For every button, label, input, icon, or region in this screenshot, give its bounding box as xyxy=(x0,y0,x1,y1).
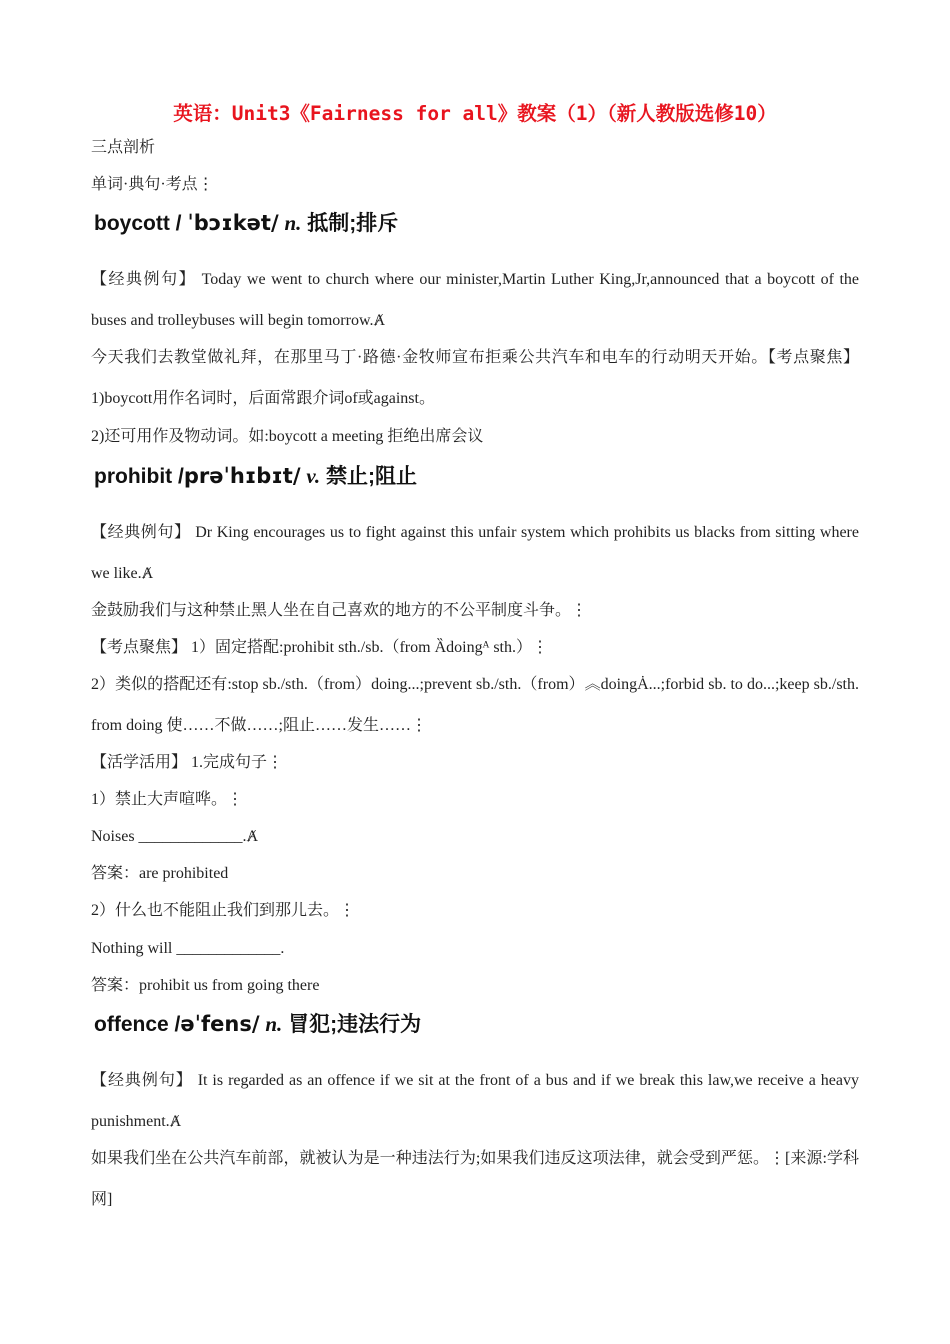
question-1-blank: Noises _____________.Ⱥ xyxy=(91,828,259,845)
vocab-separator: / xyxy=(169,212,188,235)
vocab-word: offence xyxy=(94,1013,169,1036)
vocab-part-of-speech: n. xyxy=(284,211,302,235)
subsection-heading: 单词·典句·考点⋮ xyxy=(91,176,214,193)
section-heading: 三点剖析 xyxy=(91,139,156,156)
vocab-word: prohibit xyxy=(94,465,173,488)
vocab-heading-offence xyxy=(94,1011,421,1038)
example-label: 【经典例句】 xyxy=(91,524,191,541)
question-1: 1）禁止大声喧哗。⋮ xyxy=(91,791,244,808)
vocab-meaning: 抵制;排斥 xyxy=(307,212,399,235)
vocab-part-of-speech: v. xyxy=(306,464,321,488)
practice-title: 1.完成句子⋮ xyxy=(187,754,284,771)
practice-heading xyxy=(91,753,859,773)
example-text: Today we went to church where our minister,Martin Luther King,Jr,announced that a boycott of the buses and trolleybuses will begin tomorrow.Ⱥ xyxy=(91,271,859,329)
vocab-meaning: 冒犯;违法行为 xyxy=(288,1013,422,1036)
answer-2: 答案：prohibit us from going there xyxy=(91,977,320,994)
focus-text: 1）固定搭配:prohibit sth./sb.（from Ȁdoingᴬ sth.）⋮ xyxy=(187,639,548,656)
example-sentence xyxy=(91,259,859,341)
example-translation: 如果我们坐在公共汽车前部，就被认为是一种违法行为;如果我们违反这项法律，就会受到严惩。⋮[来源:学科网] xyxy=(91,1150,859,1208)
vocab-part-of-speech: n. xyxy=(265,1012,283,1036)
vocab-phonetic: əˈfens/ xyxy=(180,1012,260,1036)
answer-1: 答案：are prohibited xyxy=(91,865,229,882)
example-sentence xyxy=(91,512,859,594)
example-text: It is regarded as an offence if we sit at the front of a bus and if we break this law,we receive a heavy punishment.Ⱥ xyxy=(91,1072,859,1130)
focus-collocations: 2）类似的搭配还有:stop sb./sth.（from）doing...;prevent sb./sth.（from）︽doingȦ...;forbid sb. to do...;keep sb./sth. from doing 使……不做……;阻止……发生……⋮ xyxy=(91,676,859,734)
vocab-separator: / xyxy=(172,465,184,488)
vocab-meaning: 禁止;阻止 xyxy=(325,465,417,488)
focus-label: 【考点聚焦】 xyxy=(91,639,188,656)
example-text: Dr King encourages us to fight against this unfair system which prohibits us blacks from sitting where we like.Ⱥ xyxy=(91,524,859,582)
focus-line xyxy=(91,638,859,658)
practice-label: 【活学活用】 xyxy=(91,754,188,771)
vocab-heading-prohibit xyxy=(94,463,417,490)
question-2: 2）什么也不能阻止我们到那儿去。⋮ xyxy=(91,902,356,919)
vocab-phonetic: ˈbɔɪkət/ xyxy=(187,211,279,235)
example-translation: 金鼓励我们与这种禁止黑人坐在自己喜欢的地方的不公平制度斗争。⋮ xyxy=(91,602,588,619)
vocab-separator: / xyxy=(168,1013,181,1036)
vocab-word: boycott xyxy=(94,212,170,235)
focus-note: 2)还可用作及物动词。如:boycott a meeting 拒绝出席会议 xyxy=(91,428,484,445)
example-label: 【经典例句】 xyxy=(91,1072,193,1089)
question-2-blank: Nothing will _____________. xyxy=(91,940,285,957)
vocab-phonetic: prəˈhɪbɪt/ xyxy=(183,464,301,488)
example-label: 【经典例句】 xyxy=(91,271,197,288)
vocab-heading-boycott xyxy=(94,210,398,237)
example-sentence xyxy=(91,1060,859,1142)
document-title: 英语：Unit3《Fairness for all》教案（1）（新人教版选修10） xyxy=(173,102,777,125)
example-translation: 今天我们去教堂做礼拜，在那里马丁·路德·金牧师宣布拒乘公共汽车和电车的行动明天开始。【考点聚焦】 1)boycott用作名词时，后面常跟介词of或against。 xyxy=(91,349,859,407)
